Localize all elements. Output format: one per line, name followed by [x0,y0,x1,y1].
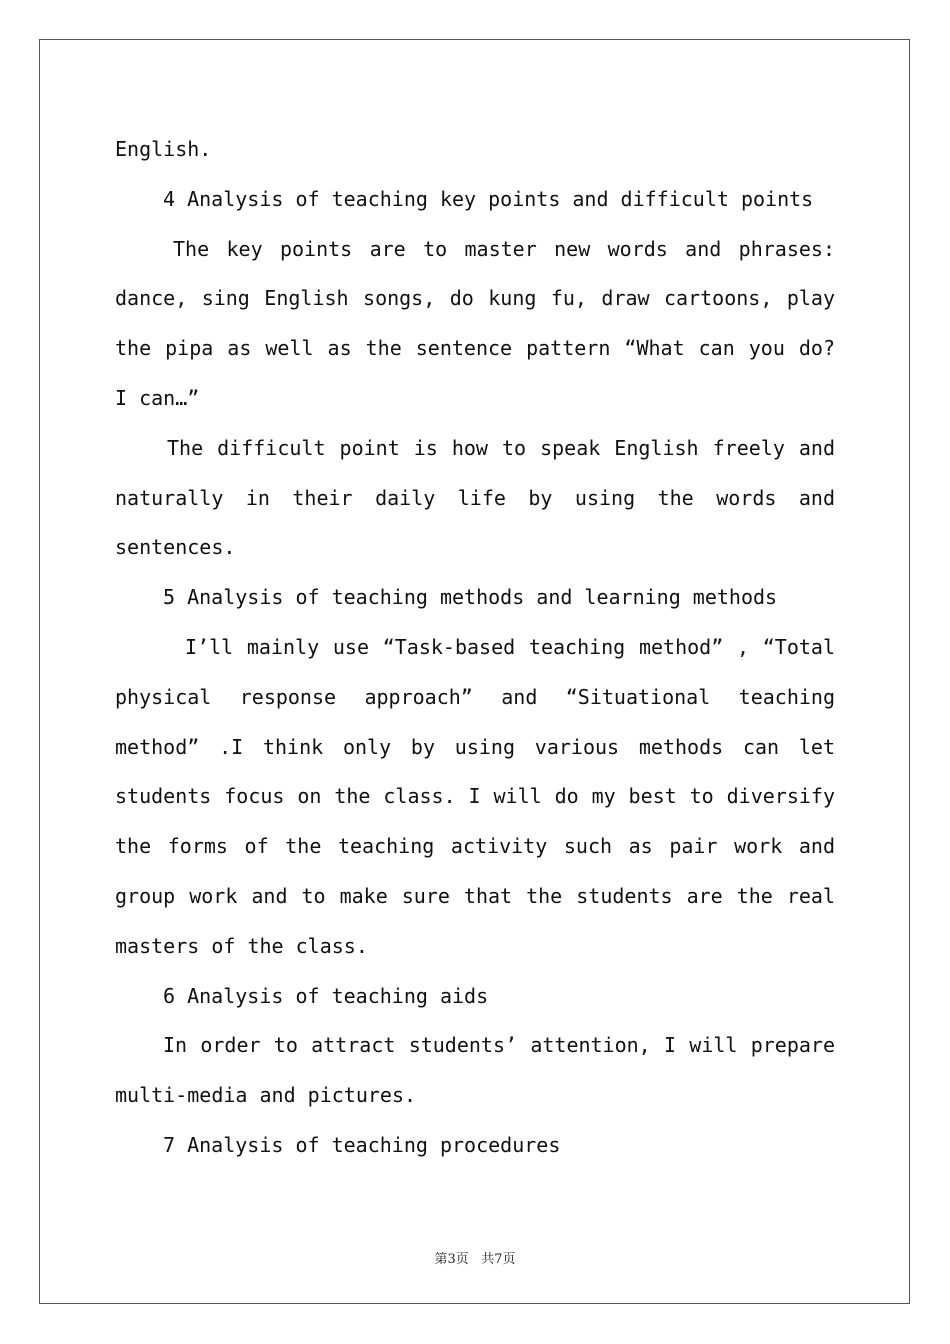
section-heading-6: 6 Analysis of teaching aids [163,983,489,1008]
paragraph-continuation: English. [115,137,212,161]
page-footer [0,1248,950,1267]
paragraph-teaching-aids: In order to attract students’ attention, I will prepare multi-media and pictures. [115,1033,835,1108]
document-body [115,125,835,1171]
paragraph-key-points: The key points are to master new words and phrases: dance, sing English songs, do kung fu, draw cartoons, play the pipa as well as the sentence pattern “What can you do? I can…” [115,236,835,410]
section-heading-7: 7 Analysis of teaching procedures [163,1132,561,1157]
paragraph-difficult-point: The difficult point is how to speak English freely and naturally in their daily life by using the words and sentences. [115,435,835,560]
page-number: 第3页 [434,1252,469,1267]
section-heading-5: 5 Analysis of teaching methods and learning methods [163,585,778,610]
page-total: 共7页 [481,1252,516,1267]
paragraph-teaching-methods: I’ll mainly use “Task-based teaching method” , “Total physical response approach” and “Situational teaching method” .I think only by using various methods can let students focus on the class. I will do my best to diversify the forms of the teaching activity such as pair work and group work and to make sure that the students are the real masters of the class. [115,634,835,958]
section-heading-4: 4 Analysis of teaching key points and difficult points [163,186,814,211]
